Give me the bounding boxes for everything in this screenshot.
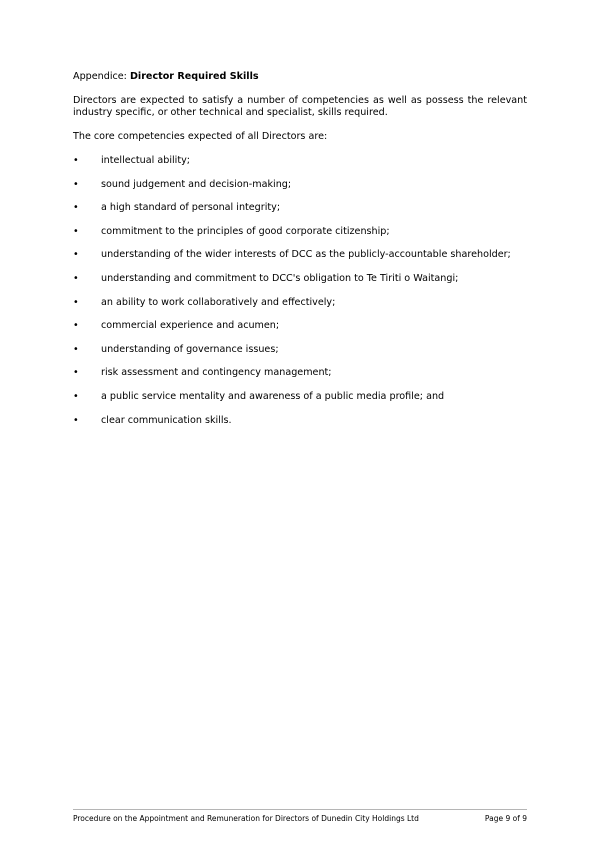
core-competencies-lead: The core competencies expected of all Directors are: (73, 131, 328, 142)
bullet-icon: • (73, 367, 79, 379)
bullet-icon: • (73, 249, 79, 261)
list-item-text: understanding and commitment to DCC's obligation to Te Tiriti o Waitangi; (101, 272, 459, 284)
list-item-text: risk assessment and contingency management; (101, 367, 332, 379)
list-item-text: clear communication skills. (101, 414, 232, 426)
list-item (73, 344, 527, 356)
list-item-text: a public service mentality and awareness of a public media profile; and (101, 390, 445, 402)
list-item (73, 202, 527, 214)
list-item (73, 297, 527, 309)
list-item-text: understanding of the wider interests of DCC as the publicly-accountable shareholder; (101, 249, 511, 261)
bullet-icon: • (73, 225, 79, 237)
bullet-icon: • (73, 296, 79, 308)
bullet-icon: • (73, 390, 79, 402)
bullet-icon: • (73, 343, 79, 355)
list-item (73, 391, 527, 403)
footer-page-number: Page 9 of 9 (484, 814, 527, 823)
intro-paragraph: Directors are expected to satisfy a number of competencies as well as possess the relevant industry specific, or other technical and specialist, skills required. (73, 95, 527, 118)
footer-document-title: Procedure on the Appointment and Remuneration for Directors of Dunedin City Holdings Ltd (73, 814, 419, 823)
page-content (73, 71, 527, 438)
list-item (73, 179, 527, 191)
list-item (73, 415, 527, 427)
list-item (73, 155, 527, 167)
bullet-icon: • (73, 272, 79, 284)
list-item (73, 226, 527, 238)
competencies-list (73, 155, 527, 427)
bullet-icon: • (73, 202, 79, 214)
appendix-heading (73, 71, 527, 83)
list-item-text: commercial experience and acumen; (101, 320, 280, 332)
list-item (73, 320, 527, 332)
list-item-text: understanding of governance issues; (101, 343, 279, 355)
bullet-icon: • (73, 414, 79, 426)
heading-title: Director Required Skills (129, 71, 259, 82)
bullet-icon: • (73, 320, 79, 332)
page-footer (73, 809, 527, 824)
list-item-text: commitment to the principles of good corporate citizenship; (101, 225, 390, 237)
bullet-icon: • (73, 155, 79, 166)
list-item (73, 249, 527, 261)
list-item (73, 367, 527, 379)
list-item-text: a high standard of personal integrity; (101, 202, 281, 214)
list-item (73, 273, 527, 285)
list-item-text: sound judgement and decision-making; (101, 178, 292, 190)
heading-prefix: Appendice: (73, 71, 130, 82)
bullet-icon: • (73, 178, 79, 190)
list-item-text: an ability to work collaboratively and effectively; (101, 296, 336, 308)
list-item-text: intellectual ability; (101, 155, 190, 166)
